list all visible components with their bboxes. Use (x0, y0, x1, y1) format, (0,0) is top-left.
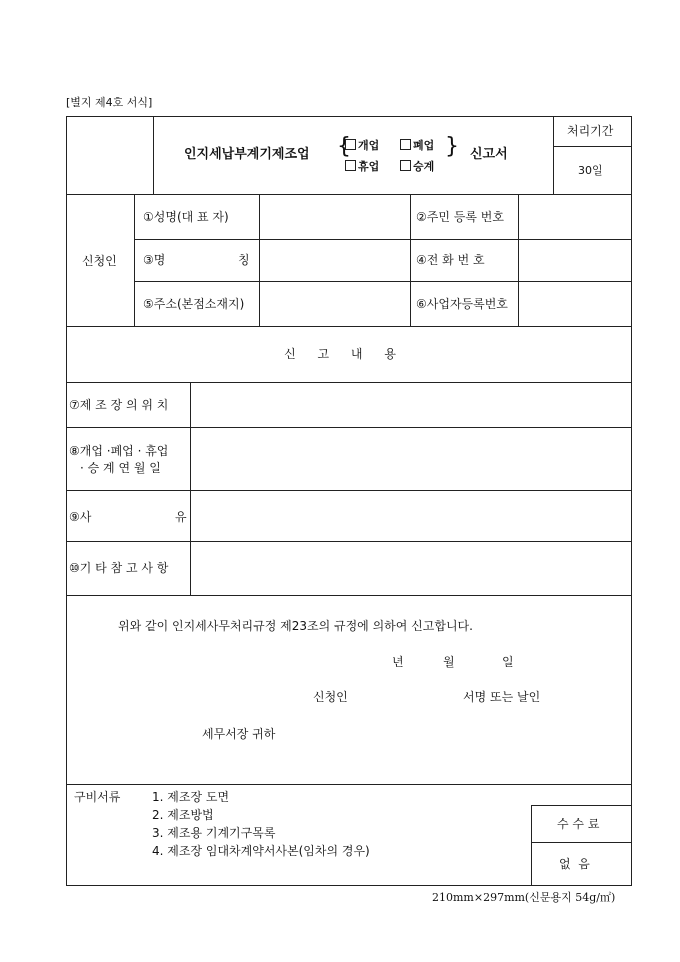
checkbox-icon (400, 160, 411, 171)
fee-value: 없 음 (559, 857, 590, 871)
report-label: 신고서 (470, 147, 508, 162)
attachment-item: 1. 제조장 도면 (152, 790, 230, 804)
applicant-sign-label: 신청인 (313, 690, 348, 704)
form-frame (66, 116, 632, 886)
option-suspend[interactable]: 휴업 (345, 160, 379, 174)
fee-label: 수 수 료 (557, 817, 600, 831)
checkbox-icon (345, 160, 356, 171)
signature-label: 서명 또는 날인 (463, 690, 541, 704)
attachment-item: 2. 제조방법 (152, 808, 214, 822)
processing-value: 30일 (578, 164, 603, 177)
location-label: ⑦제 조 장 의 위 치 (69, 398, 169, 412)
attachment-item: 3. 제조용 기계기구목록 (152, 826, 276, 840)
declaration-statement: 위와 같이 인지세사무처리규정 제23조의 규정에 의하여 신고합니다. (118, 619, 473, 633)
option-close[interactable]: 폐업 (400, 139, 434, 153)
date-label-line1: ⑧개업 ·폐업 · 휴업 (69, 444, 169, 458)
day-label: 일 (502, 655, 514, 669)
month-label: 월 (443, 655, 455, 669)
date-label-line2: · 승 계 연 월 일 (80, 461, 161, 475)
attachments-label: 구비서류 (74, 790, 121, 804)
option-succeed[interactable]: 승계 (400, 160, 434, 174)
option-open[interactable]: 개업 (345, 139, 379, 153)
rrn-label: ②주민 등록 번호 (416, 210, 504, 224)
name-label: ①성명(대 표 자) (143, 210, 229, 224)
title-label-tail: 칭 (238, 253, 250, 267)
reason-label: ⑨사 (69, 510, 92, 524)
attachment-item: 4. 제조장 임대차계약서사본(임차의 경우) (152, 844, 370, 858)
reason-label-tail: 유 (175, 510, 187, 524)
form-title: 인지세납부계기제조업 (184, 147, 310, 162)
content-heading: 신 고 내 용 (284, 347, 396, 361)
processing-label: 처리기간 (567, 124, 614, 138)
year-label: 년 (392, 655, 404, 669)
addressee: 세무서장 귀하 (202, 727, 276, 741)
right-brace-icon: } (445, 134, 459, 159)
checkbox-icon (345, 139, 356, 150)
biz-no-label: ⑥사업자등록번호 (416, 297, 508, 311)
paper-spec: 210mm×297mm(신문용지 54g/㎡) (432, 891, 616, 904)
address-label: ⑤주소(본점소재지) (143, 297, 245, 311)
phone-label: ④전 화 번 호 (416, 253, 485, 267)
form-label: [별지 제4호 서식] (66, 96, 153, 109)
checkbox-icon (400, 139, 411, 150)
left-brace-icon: { (337, 134, 351, 159)
title-label: ③명 (143, 253, 166, 267)
other-label: ⑩기 타 참 고 사 항 (69, 561, 169, 575)
applicant-section-label: 신청인 (82, 254, 117, 268)
